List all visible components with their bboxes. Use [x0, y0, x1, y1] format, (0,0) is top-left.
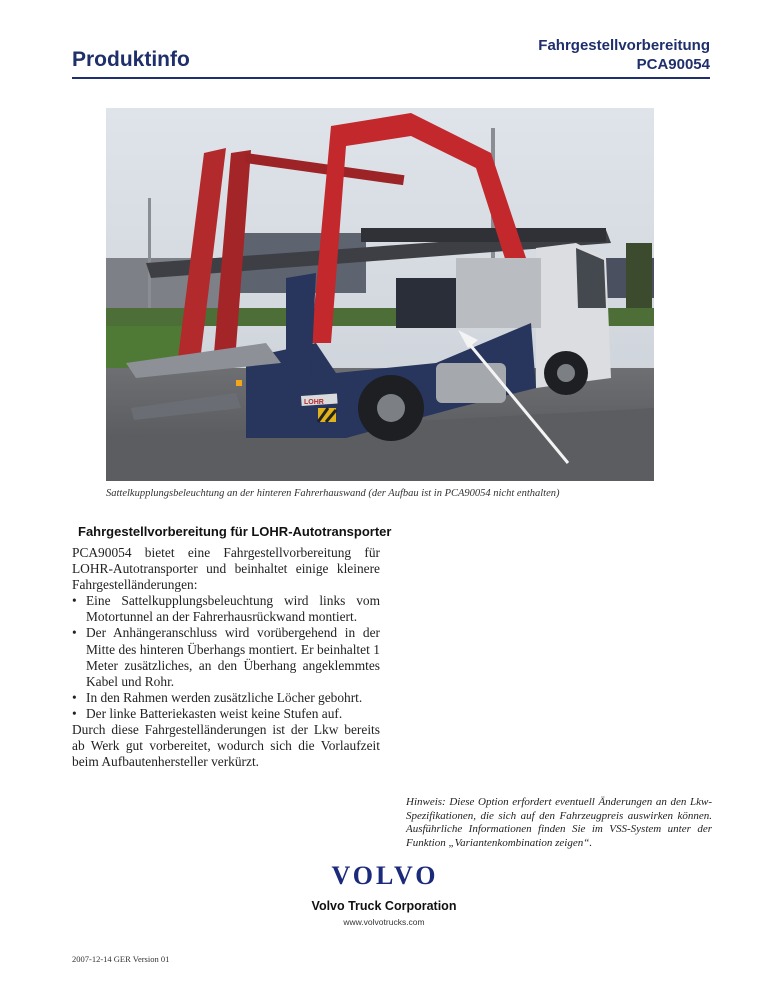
change-list — [72, 593, 380, 722]
hint-note: Hinweis: Diese Option erfordert eventuell Änderungen an den Lkw-Spezifikationen, die sich auf den Fahrzeugpreis auswirken können. Ausführliche Informationen finden Sie im VSS-System unter der Funktion „Variantenkombination zeigen“. — [406, 796, 712, 849]
truck-photo — [106, 108, 654, 481]
list-item: • Eine Sattelkupplungsbeleuchtung wird links vom Motortunnel an der Fahrerhausrückwand montiert. — [72, 593, 380, 625]
header-code: PCA90054 — [636, 56, 710, 73]
list-item: • Der linke Batteriekasten weist keine Stufen auf. — [72, 705, 343, 721]
header-divider — [72, 77, 710, 79]
header-subtitle: Fahrgestellvorbereitung — [538, 37, 710, 54]
volvo-logo — [310, 862, 460, 888]
page-title: Produktinfo — [72, 48, 190, 71]
intro-paragraph: PCA90054 bietet eine Fahrgestellvorbereitung für LOHR-Autotransporter und beinhaltet einige kleinere Fahrgestelländerungen: — [72, 545, 380, 593]
website-url: www.volvotrucks.com — [343, 917, 425, 927]
list-item: • In den Rahmen werden zusätzliche Löcher gebohrt. — [72, 689, 363, 705]
list-item: • Der Anhängeranschluss wird vorübergehend in der Mitte des hinteren Überhangs montiert. Er beinhaltet 1 Meter zusätzliches, an den Überhang angeklemmtes Kabel und Rohr. — [72, 625, 380, 689]
svg-text:VOLVO: VOLVO — [331, 862, 439, 888]
version-footer: 2007-12-14 GER Version 01 — [72, 954, 170, 964]
corporation-name: Volvo Truck Corporation — [311, 899, 457, 913]
section-heading: Fahrgestellvorbereitung für LOHR-Autotransporter — [78, 524, 392, 539]
photo-caption: Sattelkupplungsbeleuchtung an der hinteren Fahrerhauswand (der Aufbau ist in PCA90054 nicht enthalten) — [106, 488, 560, 499]
outro-paragraph: Durch diese Fahrgestelländerungen ist der Lkw bereits ab Werk gut vorbereitet, wodurch sich die Vorlaufzeit beim Aufbautenhersteller verkürzt. — [72, 722, 380, 770]
section-body — [72, 545, 380, 770]
lohr-plate-text: LOHR — [304, 399, 324, 406]
